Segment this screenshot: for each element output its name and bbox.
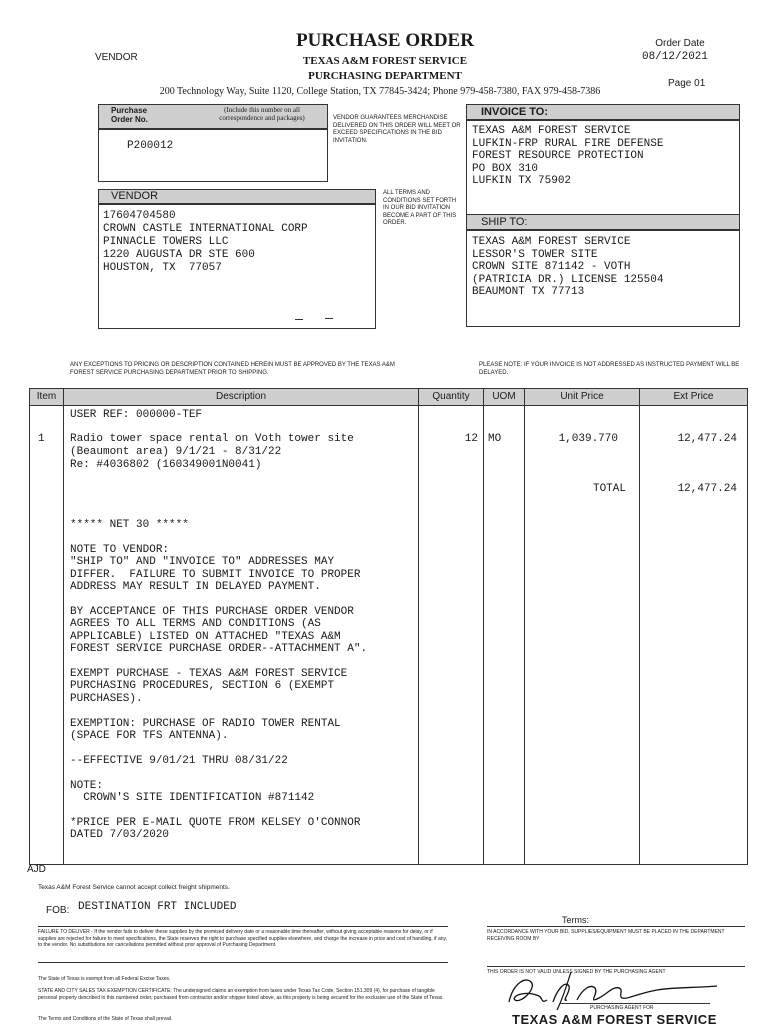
vendor-box	[98, 203, 376, 329]
ship-to-address: TEXAS A&M FOREST SERVICE LESSOR'S TOWER SITE CROWN SITE 871142 - VOTH (PATRICIA DR.) LICENSE 125504 BEAUMONT TX 77713	[472, 236, 664, 298]
col-header-description: Description	[64, 389, 419, 405]
col-header-item: Item	[30, 389, 64, 405]
user-ref: USER REF: 000000-TEF	[70, 409, 203, 421]
po-number: P200012	[127, 140, 174, 152]
purchasing-agent-label: PURCHASING AGENT FOR	[590, 1005, 654, 1011]
invoice-note: PLEASE NOTE: IF YOUR INVOICE IS NOT ADDRESSED AS INSTRUCTED PAYMENT WILL BE DELAYED.	[479, 362, 740, 376]
col-divider	[524, 405, 525, 865]
not-valid-note: THIS ORDER IS NOT VALID UNLESS SIGNED BY THE PURCHASING AGENT	[487, 969, 666, 975]
row-unit-price: 1,039.770	[558, 433, 618, 445]
col-header-unit-price: Unit Price	[525, 389, 640, 405]
order-date: 08/12/2021	[641, 51, 708, 63]
terms-conditions-note: The Terms and Conditions of the State of Texas shall prevail.	[38, 1016, 173, 1022]
col-divider	[63, 405, 64, 865]
exceptions-note: ANY EXCEPTIONS TO PRICING OR DESCRIPTION CONTAINED HEREIN MUST BE APPROVED BY THE TEXAS A&M FOREST SERVICE PURCHASING DEPARTMENT PRIOR TO SHIPPING.	[70, 362, 395, 376]
row-uom: MO	[488, 433, 502, 445]
col-header-quantity: Quantity	[419, 389, 484, 405]
sales-tax-text: STATE AND CITY SALES TAX EXEMPTION CERTIFICATE: The undersigned claims an exemption from taxes under Texas Tax Code, Section 151.309 (4), for purchase of tangible personal property described in this numbered order, purchased from contractor and/or shipper listed above, as this property is being secured for the exclusive use of the State of Texas.	[38, 988, 444, 1001]
fob-value: DESTINATION FRT INCLUDED	[78, 901, 237, 913]
col-header-ext-price: Ext Price	[640, 389, 747, 405]
vendor-address: 17604704580 CROWN CASTLE INTERNATIONAL CORP PINNACLE TOWERS LLC 1220 AUGUSTA DR STE 600 HOUSTON, TX 77057	[103, 210, 308, 274]
col-divider	[639, 405, 640, 865]
signature-divider	[487, 966, 745, 967]
total-label: TOTAL	[592, 483, 626, 495]
invoice-to-box	[466, 119, 740, 216]
footer-divider	[38, 962, 448, 963]
col-divider	[483, 405, 484, 865]
invoice-to-address: TEXAS A&M FOREST SERVICE LUFKIN-FRP RURAL FIRE DEFENSE FOREST RESOURCE PROTECTION PO BOX 310 LUFKIN TX 75902	[472, 125, 664, 187]
dash-mark	[295, 319, 303, 320]
signature-line	[560, 1003, 710, 1004]
po-number-note: (Include this number on all correspondence and packages)	[219, 106, 305, 122]
ship-to-label: SHIP TO:	[481, 216, 528, 228]
vendor-label: VENDOR	[111, 190, 159, 202]
freight-note: Texas A&M Forest Service cannot accept collect freight shipments.	[38, 884, 230, 891]
order-notes: ***** NET 30 ***** NOTE TO VENDOR: "SHIP TO" AND "INVOICE TO" ADDRESSES MAY DIFFER. FAILURE TO SUBMIT INVOICE TO PROPER ADDRESS MAY RESULT IN DELAYED PAYMENT. BY ACCEPTANCE OF THIS PURCHASE ORDER VENDOR AGREES TO ALL TERMS AND CONDITIONS (AS APPLICABLE) LISTED ON ATTACHED "TEXAS A&M FOREST SERVICE PURCHASE ORDER--ATTACHMENT A". EXEMPT PURCHASE - TEXAS A&M FOREST SERVICE PURCHASING PROCEDURES, SECTION 6 (EXEMPT PURCHASES). EXEMPTION: PURCHASE OF RADIO TOWER RENTAL (SPACE FOR TFS ANTENNA). --EFFECTIVE 9/01/21 THRU 08/31/22 NOTE: CROWN'S SITE IDENTIFICATION #871142 *PRICE PER E-MAIL QUOTE FROM KELSEY O'CONNOR DATED 7/03/2020	[70, 519, 368, 842]
row-description: Radio tower space rental on Voth tower site (Beaumont area) 9/1/21 - 8/31/22 Re: #4036802 (160349001N0041)	[70, 433, 354, 471]
row-quantity: 12	[464, 433, 478, 445]
vendor-guarantee-note: VENDOR GUARANTEES MERCHANDISE DELIVERED ON THIS ORDER WILL MEET OR EXCEED SPECIFICATIONS IN THE BID INVITATION.	[333, 115, 461, 144]
agency-footer: TEXAS A&M FOREST SERVICE	[512, 1012, 717, 1024]
accordance-text: IN ACCORDANCE WITH YOUR BID, SUPPLIES/EQUIPMENT MUST BE PLACED IN THE DEPARTMENT RECEIVING ROOM BY	[487, 929, 725, 942]
agency-address: 200 Technology Way, Suite 1120, College Station, TX 77845-3424; Phone 979-458-7380, FAX 979-458-7386	[159, 86, 601, 97]
terms-label: Terms:	[562, 915, 589, 925]
po-number-box	[98, 128, 328, 182]
ship-to-box	[466, 229, 740, 327]
col-divider	[418, 405, 419, 865]
order-date-label: Order Date	[655, 38, 705, 49]
invoice-to-label: INVOICE TO:	[481, 106, 549, 118]
dash-mark	[325, 318, 333, 319]
row-ext-price: 12,477.24	[677, 433, 737, 445]
terms-note: ALL TERMS AND CONDITIONS SET FORTH IN OUR BID INVITATION BECOME A PART OF THIS ORDER.	[383, 190, 457, 226]
row-item-number: 1	[38, 433, 45, 445]
po-number-label: Purchase Order No.	[111, 106, 148, 124]
footer-divider-right	[487, 926, 745, 927]
total-value: 12,477.24	[677, 483, 737, 495]
failure-to-deliver-text: FAILURE TO DELIVER - If the vendor fails to deliver these supplies by the promised delivery date or a reasonable time thereafter, without giving acceptable reasons for delay, or if supplies are rejected for failure to meet specifications, the State reserves the right to purchase specified supplies elsewhere, and charge the increase in price and cost of handling, if any, to the vendor. No substitutions nor cancellations permitted without prior approval of Purchasing Department.	[38, 929, 448, 948]
tax-exempt-note: The State of Texas is exempt from all Federal Excise Taxes.	[38, 976, 171, 982]
vendor-corner-label: VENDOR	[95, 52, 138, 63]
initials: AJD	[27, 864, 46, 875]
po-number-header	[98, 104, 328, 130]
agency-name: TEXAS A&M FOREST SERVICE	[302, 55, 468, 67]
department-name: PURCHASING DEPARTMENT	[308, 70, 462, 82]
page-number: Page 01	[668, 78, 706, 89]
document-title: PURCHASE ORDER	[296, 30, 474, 51]
col-header-uom: UOM	[484, 389, 525, 405]
footer-divider-left	[38, 926, 448, 927]
fob-label: FOB:	[46, 905, 70, 916]
